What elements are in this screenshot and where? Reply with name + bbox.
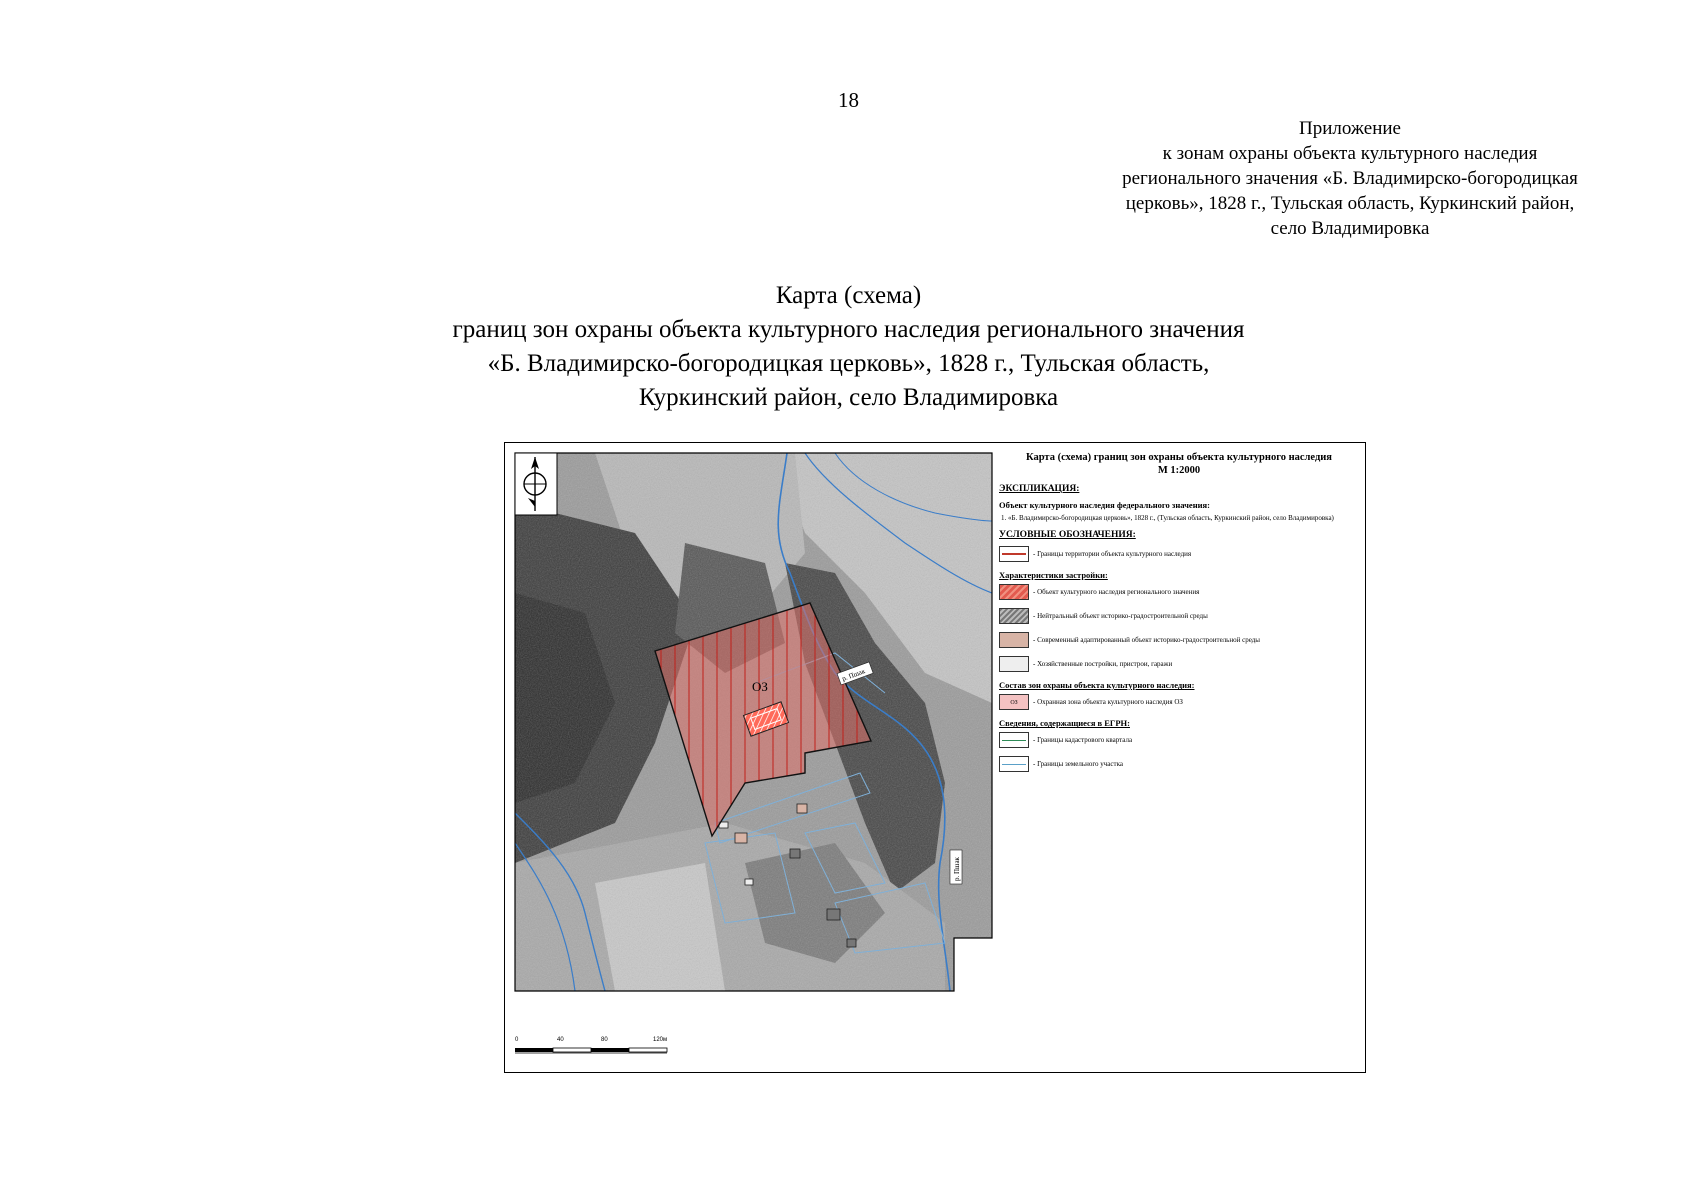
appendix-line: регионального значения «Б. Владимирско-богородицкая [1122,168,1578,189]
document-title [0,279,1697,415]
building [797,804,807,813]
title-line: Куркинский район, село Владимировка [638,384,1059,411]
title-line: «Б. Владимирско-богородицкая церковь», 1828 г., Тульская область, [487,350,1210,377]
zone-swatch [999,694,1029,710]
zones-heading: Состав зон охраны объекта культурного наследия: [999,680,1195,690]
appendix-line: Приложение [1299,118,1401,139]
egrn-heading: Сведения, содержащиеся в ЕГРН: [999,718,1130,728]
building-heading: Характеристики застройки: [999,570,1108,580]
building [745,879,753,885]
legend-row-zone [999,694,1359,710]
zone-swatch-label: ОЗ [1010,700,1018,706]
legend-row-modern [999,632,1359,648]
federal-item: 1. «Б. Владимирско-богородицкая церковь», 1828 г., (Тульская область, Куркинский район, село Владимировка) [1001,514,1334,522]
north-arrow-icon [515,453,557,515]
appendix-note [1020,116,1680,241]
legend-row-label: - Хозяйственные постройки, пристрои, гаражи [1033,660,1173,668]
building [790,849,800,858]
cadastral-swatch [999,732,1029,748]
scale-tick: 40 [557,1037,564,1043]
legend-row-neutral [999,608,1359,624]
plot-swatch [999,756,1029,772]
zone-label: ОЗ [752,679,768,694]
federal-heading: Объект культурного наследия федерального значения: [999,500,1210,510]
appendix-line: к зонам охраны объекта культурного наследия [1162,143,1538,164]
boundary-swatch [999,546,1029,562]
river-label-text: р. Пшак [840,667,867,683]
legend-row-label: - Охранная зона объекта культурного наследия ОЗ [1033,698,1183,706]
legend-title: Карта (схема) границ зон охраны объекта культурного наследия [1026,452,1332,463]
legend-row-cadastral [999,732,1359,748]
modern-swatch [999,632,1029,648]
legend-row-plot [999,756,1359,772]
river-label [950,850,962,884]
legend-row-heritage [999,584,1359,600]
scale-bar [515,1048,667,1053]
river-label-text: р. Пшак [953,857,961,881]
legend-row-label: - Нейтральный объект историко-градостроительной среды [1033,612,1208,620]
building [827,909,840,920]
scale-tick: 0 [515,1037,519,1043]
appendix-line: церковь», 1828 г., Тульская область, Куркинский район, [1125,193,1575,214]
map-legend [999,451,1359,780]
explication-heading: ЭКСПЛИКАЦИЯ: [999,484,1080,494]
page-number: 18 [838,88,859,112]
building [847,939,856,947]
legend-row-outbuildings [999,656,1359,672]
symbols-heading: УСЛОВНЫЕ ОБОЗНАЧЕНИЯ: [999,530,1136,540]
appendix-line: село Владимировка [1270,218,1430,239]
legend-row-label: - Границы кадастрового квартала [1033,736,1133,744]
legend-scale: М 1:2000 [1157,465,1201,476]
legend-row-label: - Границы земельного участка [1033,760,1123,768]
building [735,833,747,843]
title-line: Карта (схема) [775,282,922,309]
legend-row-boundary [999,546,1359,562]
scale-tick: 80 [601,1037,608,1043]
legend-row-label: - Современный адаптированный объект историко-градостроительной среды [1033,636,1261,644]
legend-row-label: - Границы территории объекта культурного наследия [1033,550,1192,558]
map-frame [504,442,1366,1073]
outbuilding-swatch [999,656,1029,672]
scale-tick: 120м [653,1037,668,1043]
title-line: границ зон охраны объекта культурного наследия регионального значения [452,316,1245,343]
heritage-swatch [999,584,1029,600]
neutral-swatch [999,608,1029,624]
legend-row-label: - Объект культурного наследия регионального значения [1033,588,1200,596]
